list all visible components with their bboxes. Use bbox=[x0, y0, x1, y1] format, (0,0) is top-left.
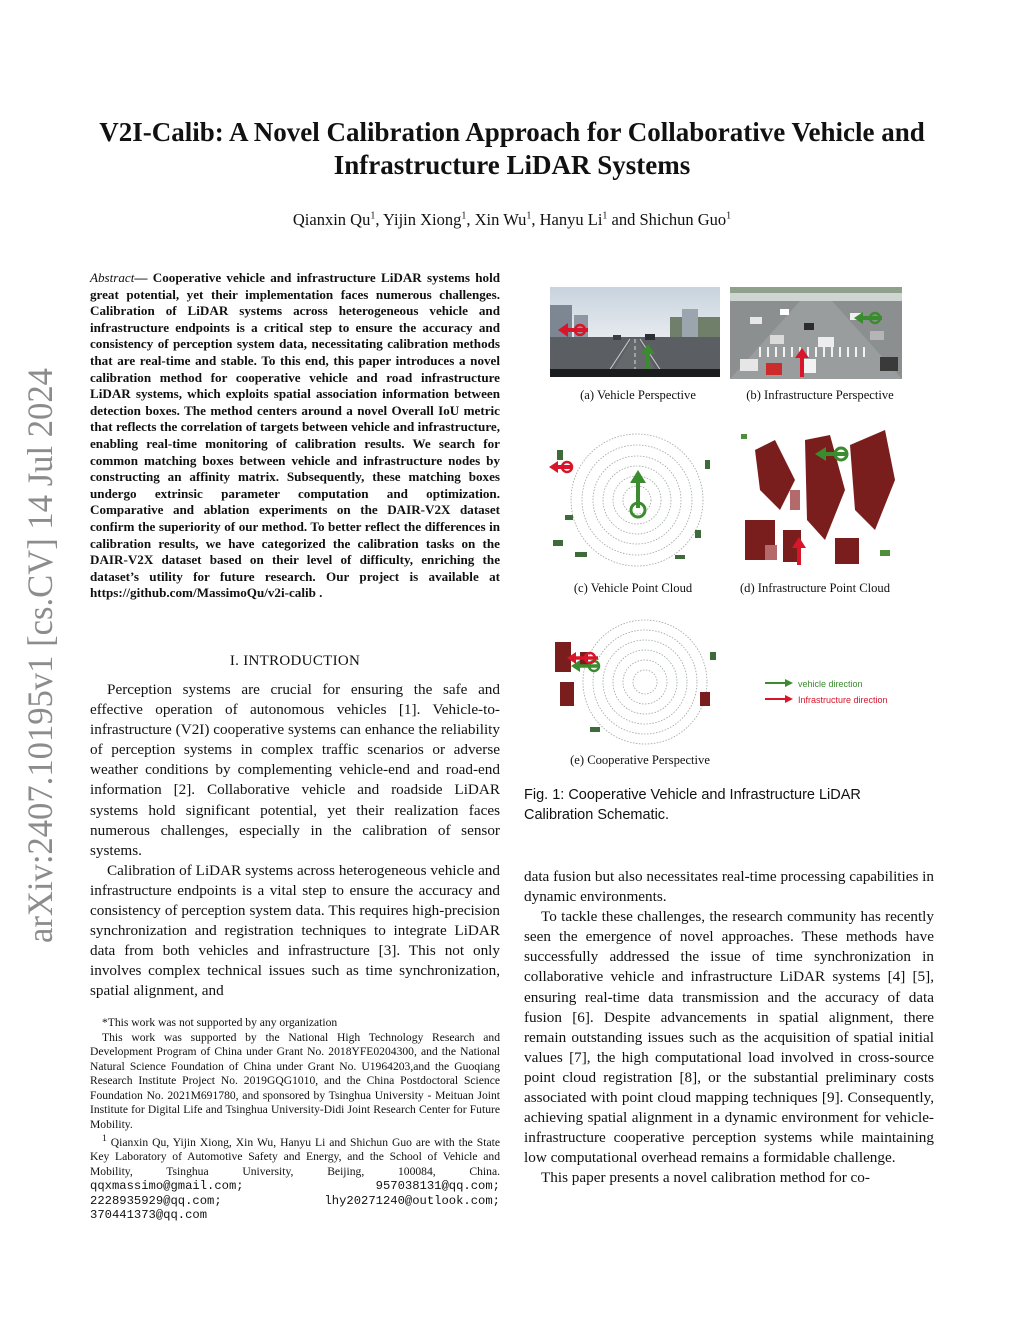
vehicle-perspective-image bbox=[550, 287, 720, 377]
vehicle-point-cloud-image bbox=[545, 420, 725, 570]
legend-infrastructure bbox=[765, 692, 915, 708]
infrastructure-point-cloud-image bbox=[735, 420, 900, 570]
subcaption-c: (c) Vehicle Point Cloud bbox=[573, 581, 693, 595]
author-separator: and bbox=[607, 210, 640, 229]
arxiv-label-text: arXiv:2407.10195v1 [cs.CV] 14 Jul 2024 bbox=[20, 345, 60, 943]
author-affiliation-mark: 1 bbox=[370, 210, 376, 222]
abstract bbox=[90, 270, 500, 602]
legend-vehicle-label: vehicle direction bbox=[798, 679, 863, 689]
figure-legend bbox=[765, 676, 915, 708]
abstract-label: Abstract bbox=[90, 270, 135, 285]
footnote-affiliation bbox=[90, 1132, 500, 1223]
author-list bbox=[60, 210, 964, 230]
footnote-funding-disclaimer: *This work was not supported by any organization bbox=[102, 1016, 338, 1029]
subcaption-d: (d) Infrastructure Point Cloud bbox=[739, 581, 891, 595]
abstract-text: — Cooperative vehicle and infrastructure LiDAR systems hold great potential, yet their implementation faces numerous challenges. Calibration of LiDAR systems across heterogeneous vehicle and infrastructure endpoints is a critical step to ensure the accuracy and consistency of perception system data, necessitating calibration methods that are real-time and stable. To this end, this paper introduces a novel calibration method for cooperative vehicle and road infrastructure LiDAR systems, which exploits spatial association information between detection boxes. The method centers around a novel Overall IoU metric that reflects the correlation of targets between vehicle and infrastructure, enabling real-time monitoring of calibration results. We search for common matching boxes between vehicle and infrastructure nodes by constructing an affinity matrix. Subsequently, these matching boxes undergo extrinsic parameter computation and optimization. Comparative and ablation experiments on the DAIR-V2X dataset confirm the superiority of our method. To better reflect the differences in calibration results, we have categorized the calibration tasks on the DAIR-V2X dataset based on their level of difficulty, enriching the dataset’s utility for future research. Our project is available at https://github.com/MassimoQu/v2i-calib . bbox=[90, 270, 500, 601]
author-name: Yijin Xiong bbox=[382, 210, 462, 229]
infrastructure-arrow-icon bbox=[549, 461, 573, 473]
author-name: Xin Wu bbox=[474, 210, 527, 229]
paragraph: data fusion but also necessitates real-time processing capabilities in dynamic environments. bbox=[524, 868, 934, 906]
author-affiliation-mark: 1 bbox=[461, 210, 467, 222]
footnote-mark: 1 bbox=[102, 1133, 107, 1144]
title-line-1: V2I-Calib: A Novel Calibration Approach for Collaborative Vehicle and bbox=[99, 117, 925, 147]
intro-left-column bbox=[90, 680, 500, 1002]
infrastructure-arrow-icon bbox=[765, 694, 793, 704]
author-separator: , bbox=[375, 210, 383, 229]
cooperative-perspective-image bbox=[550, 622, 735, 744]
subcaption-a: (a) Vehicle Perspective bbox=[580, 388, 696, 402]
author-name: Qianxin Qu bbox=[292, 210, 371, 229]
author-name: Hanyu Li bbox=[539, 210, 603, 229]
section-heading: I. INTRODUCTION bbox=[229, 653, 361, 669]
footnote-funding: This work was supported by the National High Technology Research and Development Program of China under Grant No. 2018YFE0204300, and the National Natural Science Foundation of China under Grant No. U1964203,and the Guoqiang Research Institute Project No. 2019GQG1010, and the China Postdoctoral Science Foundation No. 2021M691780, and sponsored by Tsinghua University - Meituan Joint Institute for Digital Life and Tsinghua University-Didi Joint Research Center for Future Mobility. bbox=[90, 1030, 500, 1131]
vehicle-arrow-icon bbox=[630, 470, 646, 517]
author-separator: , bbox=[531, 210, 540, 229]
arxiv-side-label bbox=[20, 345, 60, 945]
author-affiliation-mark: 1 bbox=[726, 210, 732, 222]
footnote-emails: qqxmassimo@gmail.com; 957038131@qq.com; 2228935929@qq.com; lhy20271240@outlook.com; 370441373@qq.com bbox=[90, 1179, 500, 1223]
footnotes bbox=[90, 1016, 500, 1223]
legend-vehicle bbox=[765, 676, 915, 692]
legend-infrastructure-label: Infrastructure direction bbox=[798, 695, 888, 705]
vehicle-arrow-icon bbox=[765, 678, 793, 688]
paragraph: Calibration of LiDAR systems across heterogeneous vehicle and infrastructure endpoints is a vital step to ensure the accuracy and consistency of perception system data. This requires high-precision synchronization and registration techniques to integrate LiDAR data from both vehicles and infrastructure [3]. This not only involves complex technical issues such as time synchronization, spatial alignment, and bbox=[90, 861, 500, 1000]
subcaption-b: (b) Infrastructure Perspective bbox=[746, 388, 894, 402]
paragraph: Perception systems are crucial for ensuring the safe and effective operation of autonomous vehicles [1]. Vehicle-to-infrastructure (V2I) cooperative systems can enhance the reliability of perception systems in complex traffic scenarios or adverse weather conditions by complementing vehicle-end and road-end information [2]. Collaborative vehicle and roadside LiDAR systems hold significant potential, yet their realization faces numerous challenges, especially in the calibration of sensor systems. bbox=[90, 681, 500, 859]
author-affiliation-mark: 1 bbox=[602, 210, 608, 222]
subcaption-e: (e) Cooperative Perspective bbox=[570, 753, 710, 767]
intro-right-column bbox=[524, 867, 934, 1189]
paragraph: To tackle these challenges, the research community has recently seen the emergence of novel approaches. These methods have successfully addressed the issue of time synchronization in collaborative vehicle and infrastructure LiDAR systems [4] [5], ensuring real-time data transmission and the accuracy of data fusion [6]. Despite advancements in spatial alignment, there remain outstanding issues such as the acquisition of spatial initial values [7], the high computational load involved in cross-source point cloud registration [8], or the substantial preliminary costs associated with point cloud mapping techniques [9]. Consequently, achieving spatial alignment in a dynamic environment for vehicle-infrastructure cooperative perception systems while maintaining low computational overhead remains a formidable challenge. bbox=[524, 908, 934, 1167]
paragraph: This paper presents a novel calibration method for co- bbox=[541, 1169, 870, 1187]
footnote-affiliation-text: Qianxin Qu, Yijin Xiong, Xin Wu, Hanyu Li and Shichun Guo are with the State Key Laboratory of Automotive Safety and Energy, and the School of Vehicle and Mobility, Tsinghua University, Beijing, 100084, China. bbox=[90, 1135, 500, 1178]
author-affiliation-mark: 1 bbox=[526, 210, 532, 222]
figure-caption: Fig. 1: Cooperative Vehicle and Infrastructure LiDAR Calibration Schematic. bbox=[524, 787, 861, 823]
title-line-2: Infrastructure LiDAR Systems bbox=[333, 150, 691, 180]
paper-title bbox=[60, 116, 964, 182]
author-name: Shichun Guo bbox=[639, 210, 727, 229]
author-separator: , bbox=[466, 210, 475, 229]
infrastructure-perspective-image bbox=[730, 287, 902, 379]
